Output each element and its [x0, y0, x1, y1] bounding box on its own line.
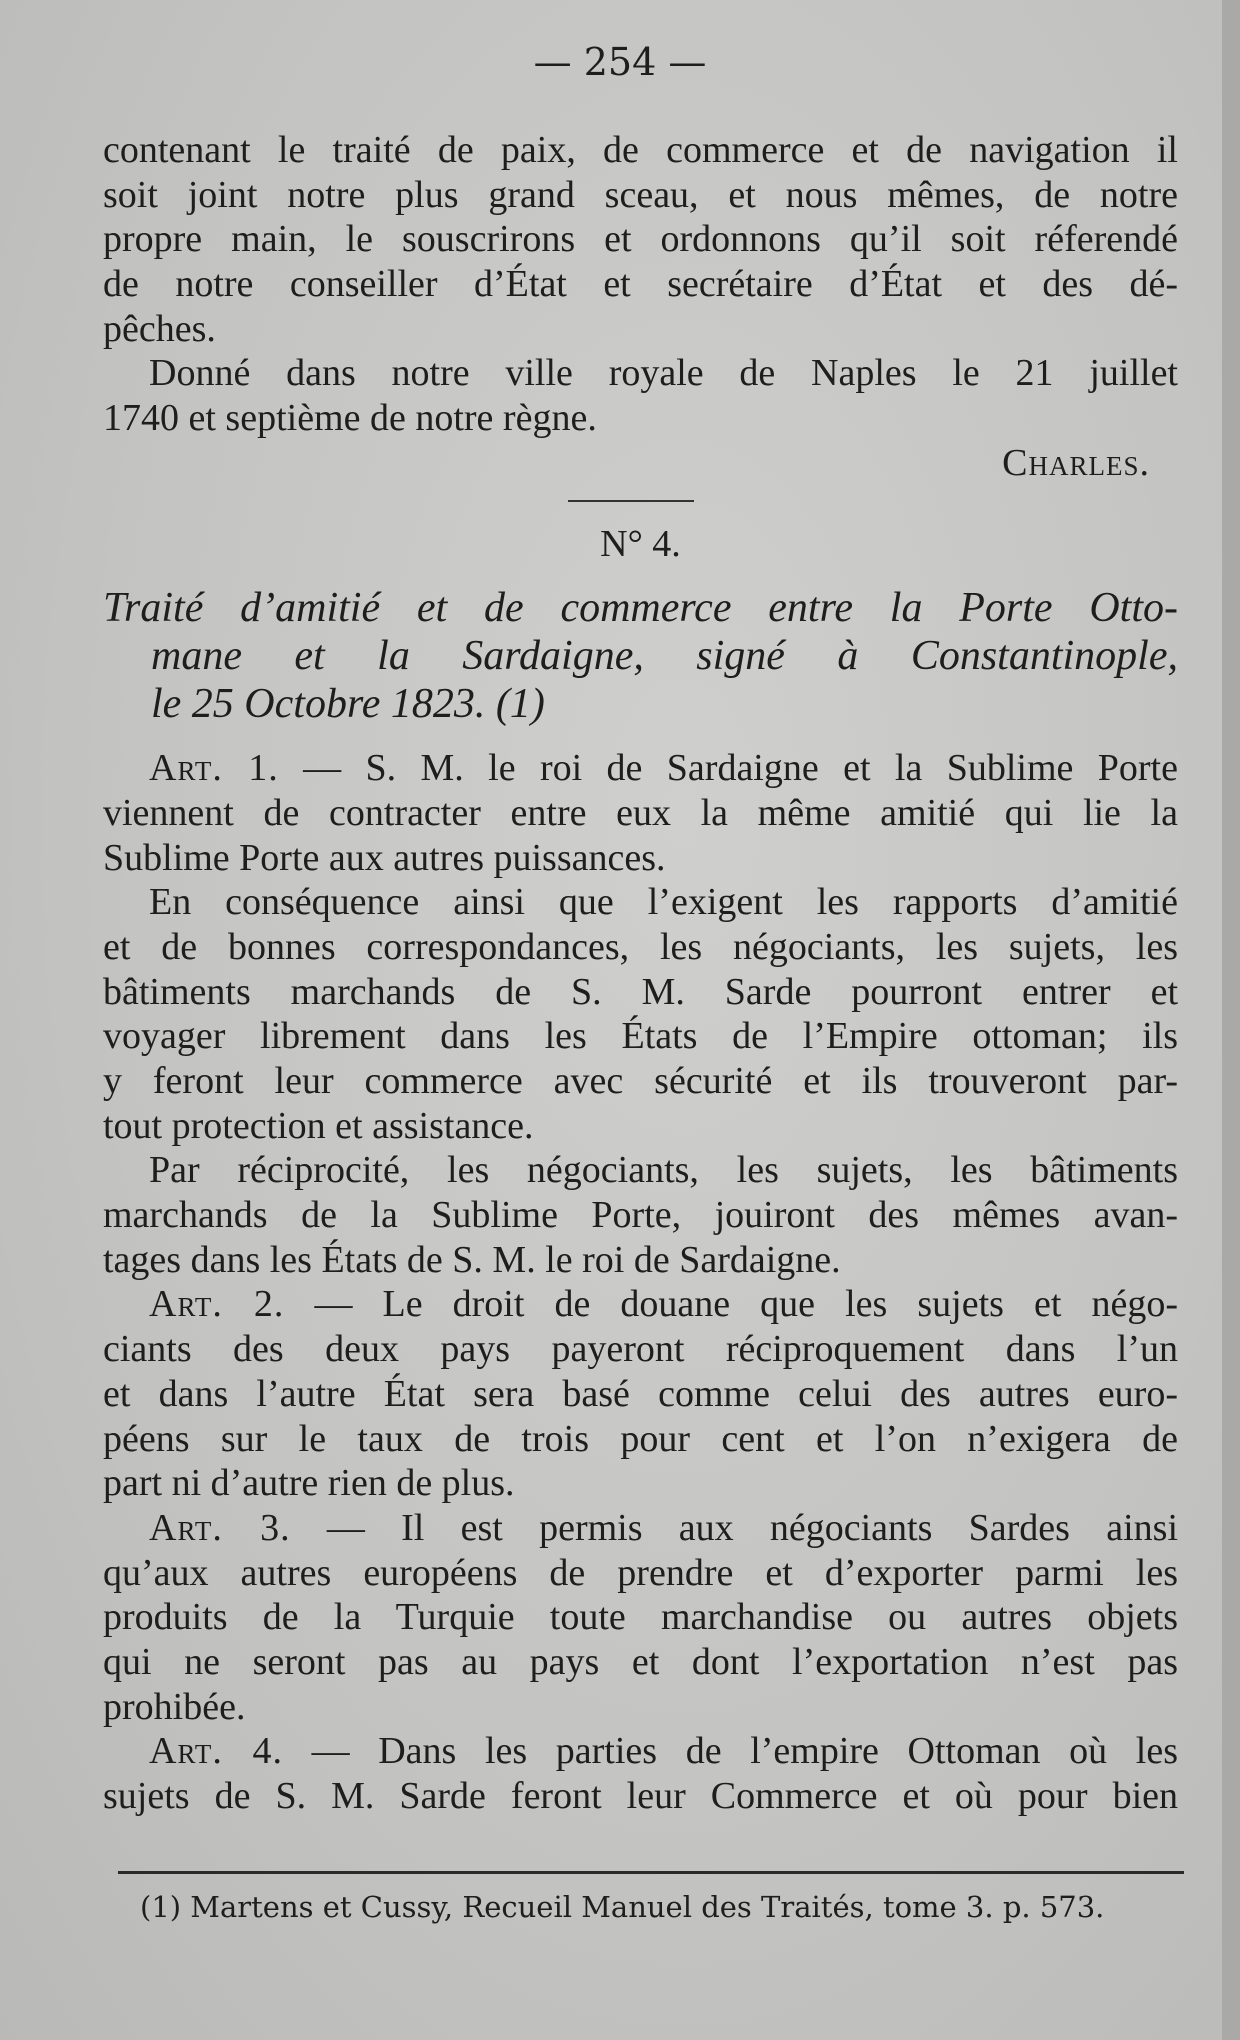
text-line: soit joint notre plus grand sceau, et nous mêmes, de notre [103, 173, 1178, 216]
treaty-title-line: Traité d’amitié et de commerce entre la Porte Otto- [103, 585, 1178, 632]
text-line: voyager librement dans les États de l’Empire ottoman; ils [103, 1015, 1178, 1058]
text-line: tages dans les États de S. M. le roi de Sardaigne. [103, 1238, 841, 1281]
text-line: En conséquence ainsi que l’exigent les rapports d’amitié [149, 881, 1178, 924]
signature-charles: Charles. [1002, 441, 1150, 484]
text-line: qui ne seront pas au pays et dont l’exportation n’est pas [103, 1640, 1178, 1683]
text-line: et dans l’autre État sera basé comme celui des autres euro- [103, 1372, 1178, 1415]
article-2-line [103, 1282, 1178, 1327]
text-line: qu’aux autres européens de prendre et d’exporter parmi les [103, 1551, 1178, 1594]
treaty-title-line: mane et la Sardaigne, signé à Constantinople, [151, 633, 1178, 680]
text-line: 1740 et septième de notre règne. [103, 397, 597, 440]
text-line: péens sur le taux de trois pour cent et l’on n’exigera de [103, 1417, 1178, 1460]
article-label: Art. 1. [149, 747, 279, 790]
text-line: tout protection et assistance. [103, 1104, 534, 1147]
article-text: — Dans les parties de l’empire Ottoman où les [282, 1730, 1178, 1773]
article-label: Art. 4. [149, 1730, 283, 1773]
text-line: y feront leur commerce avec sécurité et ils trouveront par- [103, 1060, 1178, 1102]
article-text: — Il est permis aux négociants Sardes ainsi [290, 1506, 1178, 1549]
text-line: Donné dans notre ville royale de Naples le 21 juillet [149, 352, 1178, 395]
article-label: Art. 2. [149, 1283, 285, 1326]
text-line: contenant le traité de paix, de commerce et de navigation il [103, 129, 1178, 171]
article-3-line [103, 1506, 1178, 1551]
separator-rule [568, 500, 694, 502]
text-line: sujets de S. M. Sarde feront leur Commerce et où pour bien [103, 1775, 1178, 1817]
text-line: de notre conseiller d’État et secrétaire d’État et des dé- [103, 263, 1178, 306]
text-line: Par réciprocité, les négociants, les sujets, les bâtiments [149, 1149, 1178, 1192]
page-number: — 254 — [533, 40, 707, 84]
text-line: Sublime Porte aux autres puissances. [103, 836, 666, 879]
text-line: pêches. [103, 307, 216, 350]
article-label: Art. 3. [149, 1506, 291, 1549]
page-body [103, 128, 1178, 1819]
text-line: prohibée. [103, 1685, 246, 1728]
text-line: et de bonnes correspondances, les négociants, les sujets, les [103, 925, 1178, 968]
article-1-line [103, 746, 1178, 791]
article-4-line [103, 1729, 1178, 1774]
text-line: ciants des deux pays payeront réciproquement dans l’un [103, 1328, 1178, 1371]
article-text: — S. M. le roi de Sardaigne et la Sublime Porte [278, 747, 1178, 790]
text-line: bâtiments marchands de S. M. Sarde pourront entrer et [103, 970, 1178, 1013]
footnote-rule [118, 1871, 1184, 1874]
text-line: marchands de la Sublime Porte, jouiront des mêmes avan- [103, 1194, 1178, 1237]
text-line: propre main, le souscrirons et ordonnons qu’il soit réferendé [103, 218, 1178, 261]
footnote: (1) Martens et Cussy, Recueil Manuel des Traités, tome 3. p. 573. [140, 1890, 1105, 1924]
article-text: — Le droit de douane que les sujets et négo- [284, 1283, 1178, 1326]
section-number: N° 4. [600, 522, 681, 565]
page-edge [1222, 0, 1240, 2040]
text-line: part ni d’autre rien de plus. [103, 1462, 515, 1505]
text-line: produits de la Turquie toute marchandise ou autres objets [103, 1596, 1178, 1639]
treaty-title-line: le 25 Octobre 1823. (1) [151, 681, 545, 728]
text-line: viennent de contracter entre eux la même amitié qui lie la [103, 791, 1178, 834]
